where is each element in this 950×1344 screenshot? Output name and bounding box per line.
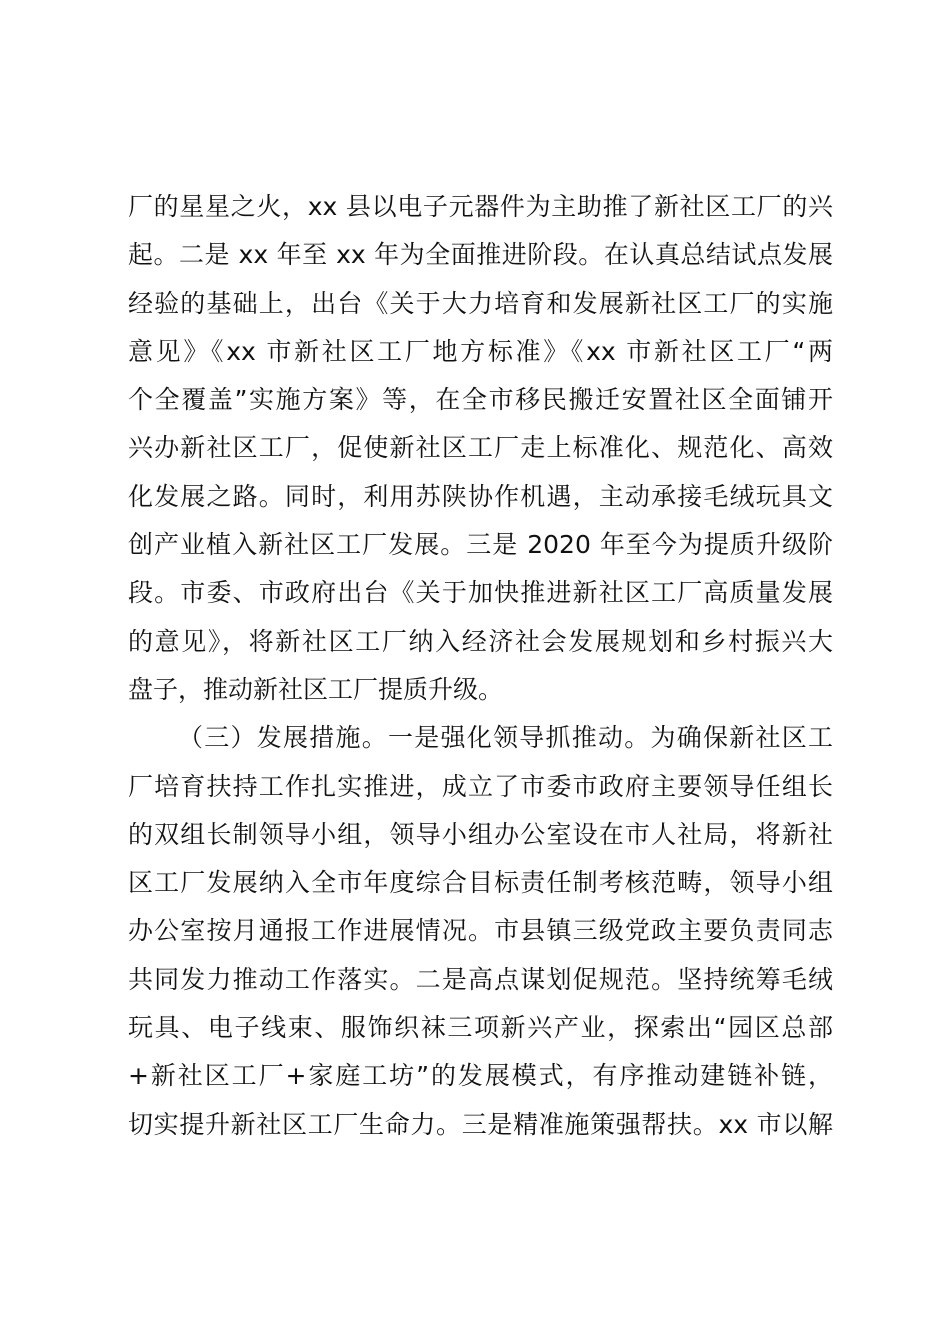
- text-line: 的双组长制领导小组，领导小组办公室设在市人社局，将新社: [128, 819, 833, 849]
- document-body: [128, 183, 833, 1149]
- text-line: 厂的星星之火，xx 县以电子元器件为主助推了新社区工厂的兴: [128, 192, 833, 221]
- text-line: 的意见》，将新社区工厂纳入经济社会发展规划和乡村振兴大: [128, 626, 833, 656]
- text-line: 段。市委、市政府出台《关于加快推进新社区工厂高质量发展: [128, 578, 833, 608]
- text-line: 共同发力推动工作落实。二是高点谋划促规范。坚持统筹毛绒: [128, 964, 833, 994]
- text-line: 盘子，推动新社区工厂提质升级。: [128, 674, 504, 704]
- text-line: 起。二是 xx 年至 xx 年为全面推进阶段。在认真总结试点发展: [128, 240, 833, 270]
- text-line: 兴办新社区工厂，促使新社区工厂走上标准化、规范化、高效: [128, 433, 833, 463]
- text-line: 办公室按月通报工作进展情况。市县镇三级党政主要负责同志: [128, 916, 833, 946]
- text-line: 创产业植入新社区工厂发展。三是 2020 年至今为提质升级阶: [128, 530, 833, 560]
- text-line: 化发展之路。同时，利用苏陕协作机遇，主动承接毛绒玩具文: [128, 481, 833, 511]
- text-line: 个全覆盖”实施方案》等，在全市移民搬迁安置社区全面铺开: [128, 385, 833, 415]
- text-line: 经验的基础上，出台《关于大力培育和发展新社区工厂的实施: [128, 288, 833, 318]
- paragraph-first-line: （三）发展措施。一是强化领导抓推动。为确保新社区工: [178, 723, 833, 753]
- text-line: 区工厂发展纳入全市年度综合目标责任制考核范畴，领导小组: [128, 868, 833, 898]
- text-line: 切实提升新社区工厂生命力。三是精准施策强帮扶。xx 市以解: [128, 1109, 833, 1139]
- text-line: 厂培育扶持工作扎实推进，成立了市委市政府主要领导任组长: [128, 771, 833, 801]
- text-line: 玩具、电子线束、服饰织袜三项新兴产业，探索出“园区总部: [128, 1013, 833, 1043]
- text-line: 意见》《xx 市新社区工厂地方标准》《xx 市新社区工厂“两: [128, 336, 833, 366]
- text-line: +新社区工厂+家庭工坊”的发展模式，有序推动建链补链，: [128, 1061, 833, 1091]
